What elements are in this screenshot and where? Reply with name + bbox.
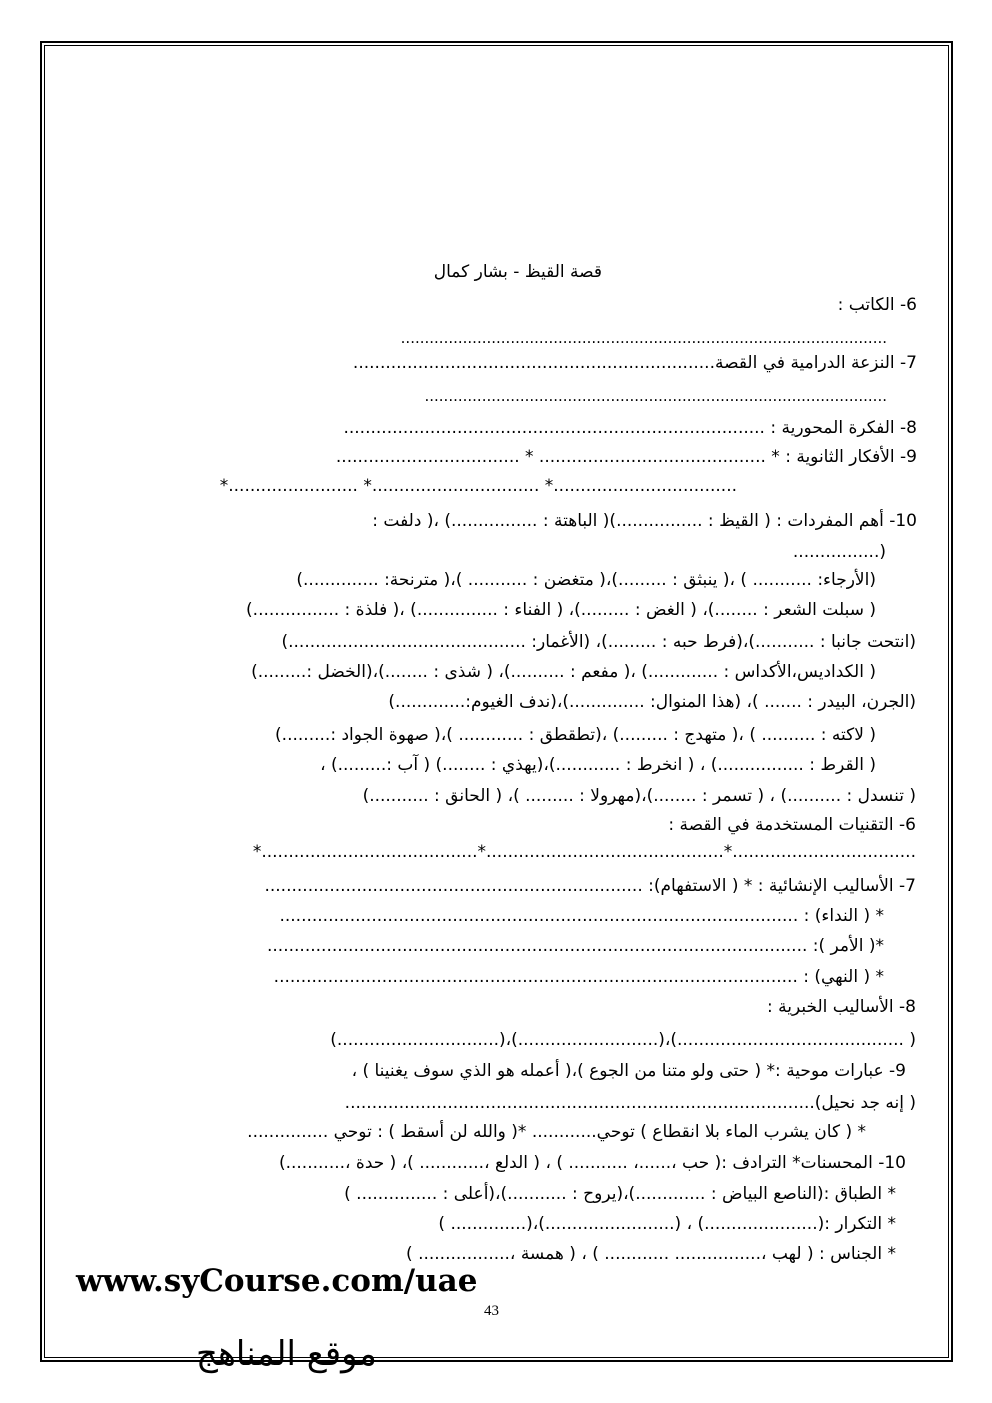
q9-secondary-ideas: 9- الأفكار الثانوية : * .......................................... * .................................. [335,447,917,467]
vocab-line-1: (الأرجاء: ........... ) ،( ينبثق : .........)،( متغضن : ........... )،( مترنحة: ..............) [296,570,876,590]
q6-techniques: 6- التقنيات المستخدمة في القصة : [668,815,916,835]
q8-main-idea: 8- الفكرة المحورية : .............................................................................. [343,418,917,438]
q10-vocabulary-cont: ................) [792,542,886,562]
q7-dramatic-tendency: 7- النزعة الدرامية في القصة................................................................... [352,353,917,373]
q10-vocabulary: 10- أهم المفردات : ( القيظ : ................)( الباهتة : ................) ،( دلفت : [372,511,917,531]
q8-declarative-styles: 8- الأساليب الخبرية : [767,997,916,1017]
site-url: www.syCourse.com/uae [76,1263,478,1299]
q10-paronomasia: * الجناس : ( لهب ،................ ............ ) ، ( همسة ،................. ) [406,1244,896,1264]
q10-rhetorical-devices: 10- المحسنات* الترادف :( حب ،......، ........... ) ، ( الدلع ،............ )، ( حدة ،...........) [278,1153,906,1173]
vocab-line-2: ( سبلت الشعر : ........)، ( الغض : .........)، ( الفناء : ...............) ،( فلذة : ................) [246,600,876,620]
vocab-line-5: (الجرن، البيدر : ....... )، (هذا المنوال: ..............)،(ندف الغيوم:.............) [388,692,916,712]
q7-imperative: *( الأمر ): .................................................................................................... [267,936,884,956]
vocab-line-3: (انتحت جانبا : ...........)،(فرط حبه : .........)، (الأغمار: ............................................) [281,632,916,652]
q9-secondary-ideas-cont: *........................ *............................... *.................................. [219,476,737,496]
page-number: 43 [484,1303,499,1319]
q9-suggestive-cont: ( إنه جد نحيل)....................................................................................... [344,1093,916,1113]
q8-declarative-answer: (..............................)،(..........................)،(.......................................... ) [330,1030,916,1050]
vocab-line-7: ( القرط : ................) ، ( انخرط : ............)،(يهذي : ........) ( آب :.........) ، [320,755,876,775]
q7-constructive-styles: 7- الأساليب الإنشائية : * ( الاستفهام): ...................................................................... [264,876,916,896]
q6-answer-line: ...................................................................................................... [400,329,887,347]
q9-suggestive-cont-2: * ( كان يشرب الماء بلا انقطاع ) توحي............ *( والله لن أسقط ) : توحي ............... [247,1122,866,1142]
vocab-line-4: ( الكداديس،الأكداس : .............) ،( مفعم : ..........)، ( شذى : ........)،(الخضل :.........) [251,662,876,682]
q9-suggestive-phrases: 9- عبارات موحية :* ( حتى ولو متنا من الجوع )،( أعمله هو الذي سوف يغنينا ) ، [351,1061,906,1081]
q10-antithesis: * الطباق :(الناصع البياض : .............)،(يروح : ...........)،(أعلى : ............... ) [344,1184,896,1204]
q6-author: 6- الكاتب : [837,295,917,315]
vocab-line-8: ( تنسدل : ..........) ، ( تسمر : ........)،(مهرولا : ......... )، ( الحانق : ...........) [362,786,916,806]
page-title: قصة القيظ - بشار كمال [433,262,602,282]
q7-prohibition: * ( النهي) : ................................................................................................. [273,967,884,987]
q6-techniques-answer: *........................................*............................................*.................................. [252,842,916,862]
watermark-text: موقع المناهج [196,1334,377,1374]
vocab-line-6: ( لاكته : .......... ) ،( متهدج : .........) ،(تطقطق : ............ )،( صهوة الجواد :.........) [275,725,876,745]
q7-answer-line: ................................................................................................. [424,387,887,405]
q7-vocative: * ( النداء) : ................................................................................................ [279,906,884,926]
q10-repetition: * التكرار :(.....................) ، (........................)،(.............. ) [438,1214,896,1234]
